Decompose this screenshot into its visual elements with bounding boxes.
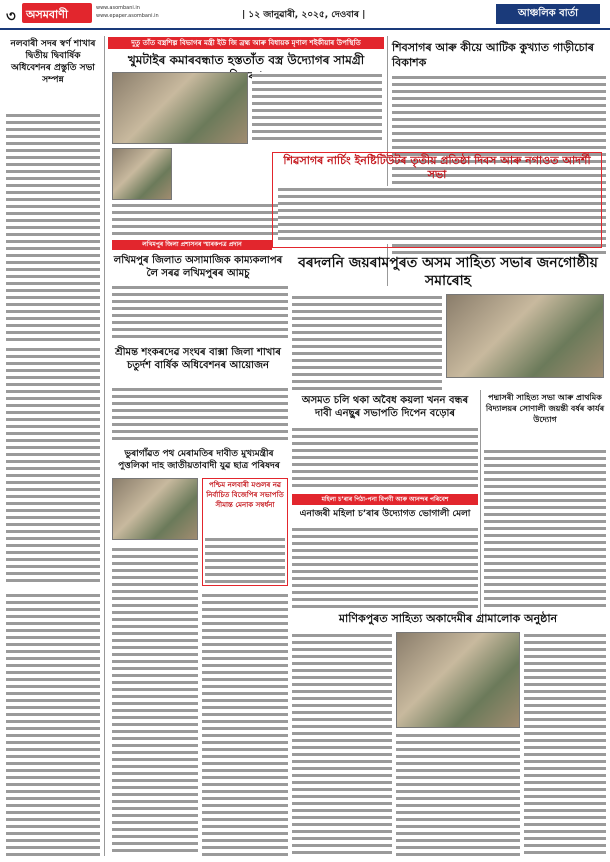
headline-manikpur: মাণিকপুৰত সাহিত্য অকাদেমীৰ গ্ৰামালোক অনুষ্ঠান <box>338 612 558 625</box>
article-body <box>524 632 606 856</box>
protest-photo <box>112 478 198 540</box>
article-body <box>278 186 598 244</box>
article-body <box>112 546 198 856</box>
issue-date: | ১২ জানুৱাৰী, ২০২৫, দেওবাৰ | <box>242 10 366 20</box>
epaper-url[interactable]: www.epaper.asombani.in <box>96 13 159 19</box>
article-body <box>6 592 100 856</box>
website-links[interactable] <box>96 4 159 20</box>
article-body <box>292 426 478 488</box>
article-body <box>202 592 288 856</box>
headline-sahitya-sabha: বৰদলনি জয়ৰামপুৰত অসম সাহিত্য সভাৰ জনগোষ্ঠীয় সমাৰোহ <box>298 255 598 289</box>
website-url[interactable]: www.asombani.in <box>96 5 140 11</box>
headline-enajori: এনাজৰী মহিলা চ’ৰাৰ উদ্যোগত ভোগালী মেলা <box>299 509 471 519</box>
headline-nalbari-bjp: পশ্চিম নলবাৰী মণ্ডলৰ নৱ নিৰ্বাচিত বিজেপিৰ সভাপতি সীমান্ত মেনাক সম্বৰ্ধনা <box>206 481 284 509</box>
headline-handloom: খুমটাইৰ কমাৰবন্ধাত হস্ততাঁত বস্ত্ৰ উদ্যোগৰ সামগ্ৰী <box>127 53 365 67</box>
lakhimpur-kicker: লখিমপুৰ জিলা প্ৰশাসনৰ স্মাৰকপত্ৰ প্ৰদান <box>112 240 272 250</box>
article-body <box>396 732 520 856</box>
headline-bhurigaon: ভুৰাগাঁৱত পথ মেৰামতিৰ দাবীত মুখ্যমন্ত্ৰীৰ পুত্তলিকা দাহ জাতীয়তাবাদী যুৱ ছাত্ৰ পৰিষদৰ <box>118 449 280 471</box>
article-body <box>252 72 382 144</box>
article-body <box>112 386 288 444</box>
newspaper-logo: অসমবাণী <box>22 3 92 23</box>
column-divider <box>480 390 481 616</box>
column-divider <box>104 36 105 856</box>
women-banner: মহিলা চ’ৰাৰ পিঠা-পনা বিপণী আৰু আনন্দৰ পৰিবেশ <box>292 494 478 505</box>
top-banner: দুতু তাঁত বস্ত্ৰশিল্প বিভাগৰ মন্ত্ৰী ইউ জি ব্ৰহ্ম আৰু বিধায়ক মৃণাল শইকীয়াৰ উপস্থিতি <box>108 37 384 49</box>
article-body <box>484 448 606 608</box>
article-body <box>6 112 100 342</box>
headline-golden-jubilee: পদ্মাসৰী সাহিত্য সভা আৰু প্ৰাথমিক বিদ্যালয়ৰ সোণালী জয়ন্তী বৰ্ষৰ কাৰ্যৰ উদ্যোগ <box>485 393 605 424</box>
article-body <box>292 632 392 856</box>
headline-nalbari-branch: নলবাৰী সদৰ স্বৰ্ণ শাখাৰ দ্বিতীয় দ্বিবাৰ্ষিক অধিবেশনৰ প্ৰস্তুতি সভা সম্পন্ন <box>10 39 96 85</box>
headline-sankardev: শ্ৰীমন্ত শংকৰদেৱ সংঘৰ বাক্সা জিলা শাখাৰ চতুৰ্দশ বাৰ্ষিক অধিবেশনৰ আয়োজন <box>115 347 281 371</box>
masthead <box>0 0 610 30</box>
headline-car-thief: শিবসাগৰ আৰু কীয়ে আটিক কুখ্যাত গাড়ীচোৰ বিকাশক <box>392 41 595 69</box>
headline-nursing: শিৱসাগৰ নাৰ্চিং ইনষ্টিটিউটৰ তৃতীয় প্ৰতিষ্ঠা দিবস আৰু নগাওত আদৰ্শী সভা <box>283 154 591 181</box>
event-photo <box>112 148 172 200</box>
event-photo <box>112 72 248 144</box>
event-photo <box>446 294 604 378</box>
event-photo <box>396 632 520 728</box>
headline-lakhimpur: লখিমপুৰ জিলাত অসামাজিক কাম্যকলাপৰ লৈ সৰৱ লখিমপুৰৰ আমচু <box>113 255 283 279</box>
page-number: ৩ <box>6 7 16 25</box>
article-body <box>292 294 442 390</box>
article-body <box>205 536 285 584</box>
headline-coal-mining: অসমত চলি থকা অবৈধ কয়লা খনন বন্ধৰ দাবী এনছুৰ সভাপতি দিপেন বড়োৰ <box>301 395 469 419</box>
article-body <box>6 346 100 586</box>
article-body <box>292 526 478 608</box>
article-body <box>112 284 288 340</box>
section-label: আঞ্চলিক বাৰ্তা <box>496 4 600 24</box>
